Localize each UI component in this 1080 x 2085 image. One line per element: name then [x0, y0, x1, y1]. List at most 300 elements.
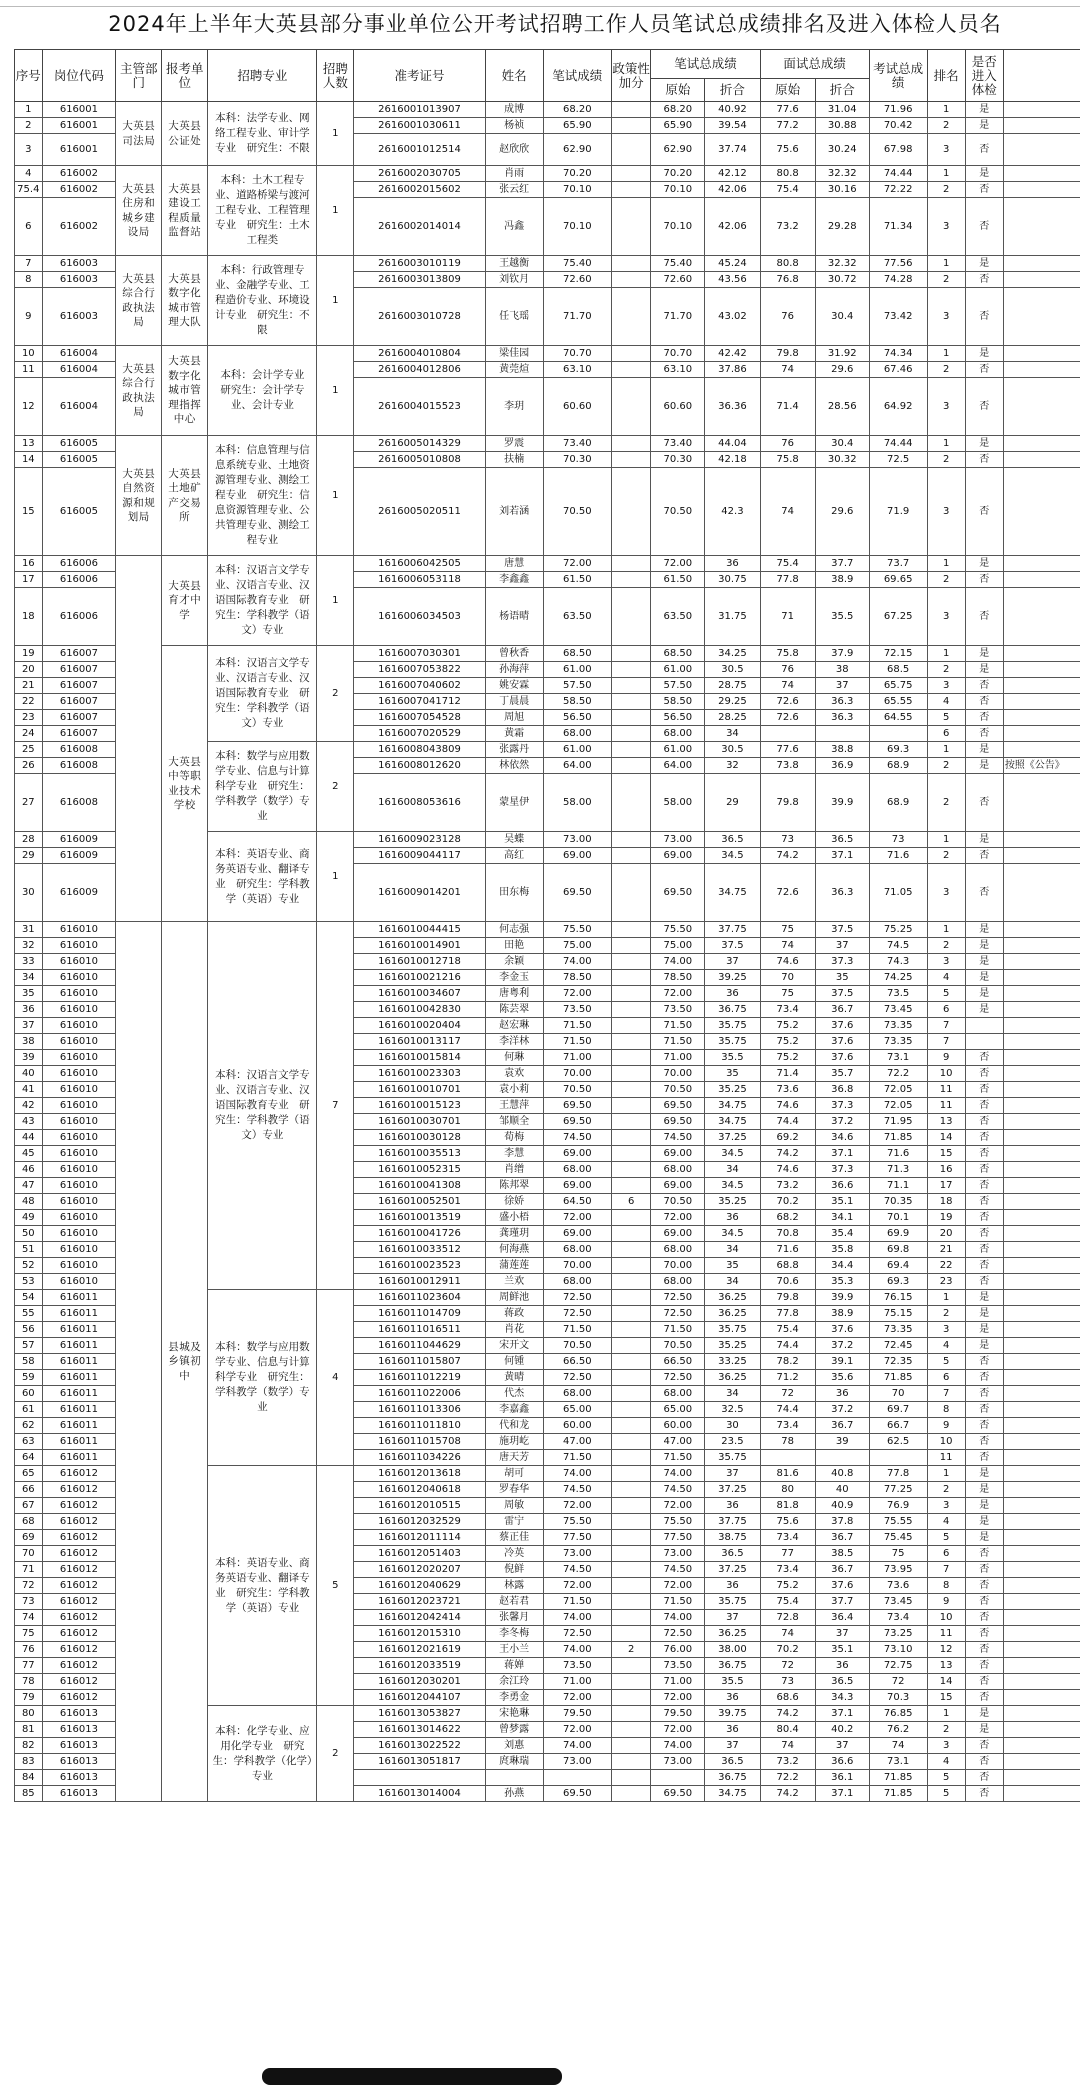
cell-code: 616007 [42, 726, 116, 742]
cell-enter: 是 [965, 922, 1003, 938]
cell-cert: 1616011044629 [354, 1338, 486, 1354]
cell-interview-raw: 68.6 [760, 1690, 815, 1706]
cell-code: 616011 [42, 1402, 116, 1418]
cell-note [1003, 864, 1080, 922]
cell-cert: 1616009023128 [354, 832, 486, 848]
cell-rank: 14 [927, 1130, 965, 1146]
cell-enter: 否 [965, 678, 1003, 694]
cell-enter: 是 [965, 662, 1003, 678]
cell-written-raw: 69.50 [651, 1098, 705, 1114]
cell-quota: 1 [317, 166, 354, 256]
cell-cert: 2616003010119 [354, 256, 486, 272]
cell-interview-raw: 75.2 [760, 1578, 815, 1594]
col-note [1003, 50, 1080, 102]
cell-policy [611, 556, 650, 572]
cell-interview-conv: 34.4 [815, 1258, 869, 1274]
cell-written-conv: 36.5 [705, 1754, 760, 1770]
cell-cert: 1616006042505 [354, 556, 486, 572]
cell-code: 616001 [42, 118, 116, 134]
cell-final: 76.15 [869, 1290, 927, 1306]
cell-policy [611, 1162, 650, 1178]
cell-policy [611, 758, 650, 774]
cell-written: 73.50 [543, 1002, 611, 1018]
cell-interview-conv: 36.6 [815, 1754, 869, 1770]
cell-interview-raw: 73.4 [760, 1002, 815, 1018]
cell-name: 赵宏琳 [485, 1018, 543, 1034]
cell-interview-raw: 74.2 [760, 1786, 815, 1802]
cell-seq: 6 [15, 198, 43, 256]
cell-interview-raw: 74 [760, 938, 815, 954]
cell-written-raw: 64.00 [651, 758, 705, 774]
cell-unit: 大英县中等职业技术学校 [162, 646, 208, 922]
cell-written-conv: 37.25 [705, 1562, 760, 1578]
cell-interview-raw: 69.2 [760, 1130, 815, 1146]
cell-final: 68.9 [869, 758, 927, 774]
cell-written: 72.50 [543, 1290, 611, 1306]
cell-code: 616012 [42, 1626, 116, 1642]
cell-rank: 16 [927, 1162, 965, 1178]
cell-enter: 是 [965, 256, 1003, 272]
cell-seq: 26 [15, 758, 43, 774]
cell-enter: 是 [965, 1722, 1003, 1738]
cell-enter: 否 [965, 1770, 1003, 1786]
cell-code: 616011 [42, 1338, 116, 1354]
cell-code: 616011 [42, 1386, 116, 1402]
cell-cert: 2616004012806 [354, 362, 486, 378]
cell-name: 曾秋香 [485, 646, 543, 662]
results-table-body [15, 102, 1080, 1802]
cell-seq: 12 [15, 378, 43, 436]
cell-cert: 1616012042414 [354, 1610, 486, 1626]
cell-code: 616011 [42, 1450, 116, 1466]
cell-seq: 65 [15, 1466, 43, 1482]
cell-written: 71.50 [543, 1034, 611, 1050]
cell-rank: 2 [927, 848, 965, 864]
cell-note [1003, 452, 1080, 468]
cell-rank: 11 [927, 1626, 965, 1642]
cell-note [1003, 588, 1080, 646]
cell-cert: 1616010034607 [354, 986, 486, 1002]
cell-interview-conv: 40.2 [815, 1722, 869, 1738]
cell-policy [611, 1706, 650, 1722]
cell-policy [611, 1482, 650, 1498]
cell-final: 76.2 [869, 1722, 927, 1738]
cell-final: 73.35 [869, 1034, 927, 1050]
cell-code: 616008 [42, 742, 116, 758]
cell-note [1003, 1642, 1080, 1658]
cell-final: 72.2 [869, 1066, 927, 1082]
cell-interview-conv: 39.9 [815, 1290, 869, 1306]
cell-written: 63.10 [543, 362, 611, 378]
cell-seq: 62 [15, 1418, 43, 1434]
cell-name: 施玥屹 [485, 1434, 543, 1450]
cell-final: 73.1 [869, 1754, 927, 1770]
cell-seq: 73 [15, 1594, 43, 1610]
cell-enter: 是 [965, 742, 1003, 758]
cell-written: 73.00 [543, 1546, 611, 1562]
cell-final: 72.75 [869, 1658, 927, 1674]
cell-code: 616012 [42, 1530, 116, 1546]
cell-interview-conv: 37.1 [815, 1706, 869, 1722]
cell-enter: 否 [965, 1658, 1003, 1674]
cell-written-raw: 75.00 [651, 938, 705, 954]
cell-written-conv: 35.75 [705, 1450, 760, 1466]
cell-seq: 25 [15, 742, 43, 758]
cell-note [1003, 346, 1080, 362]
results-table-container [14, 49, 1080, 2085]
cell-policy [611, 1018, 650, 1034]
cell-seq: 84 [15, 1770, 43, 1786]
cell-written-raw: 62.90 [651, 134, 705, 166]
cell-interview-conv: 35.7 [815, 1066, 869, 1082]
cell-enter: 否 [965, 1690, 1003, 1706]
cell-seq: 34 [15, 970, 43, 986]
cell-written-conv: 35 [705, 1258, 760, 1274]
cell-seq: 85 [15, 1786, 43, 1802]
cell-written-conv: 36.36 [705, 378, 760, 436]
cell-dept: 大英县司法局 [116, 102, 162, 166]
cell-interview-raw: 76 [760, 288, 815, 346]
cell-written-raw: 74.00 [651, 1610, 705, 1626]
cell-enter: 否 [965, 1594, 1003, 1610]
cell-written: 74.50 [543, 1562, 611, 1578]
cell-interview-raw: 72.6 [760, 864, 815, 922]
cell-major: 本科：汉语言文学专业、汉语言专业、汉语国际教育专业 研究生：学科教学（语文）专业 [208, 646, 317, 742]
cell-policy [611, 1050, 650, 1066]
cell-interview-conv: 36.8 [815, 1082, 869, 1098]
cell-name: 袁欢 [485, 1066, 543, 1082]
cell-rank: 9 [927, 1594, 965, 1610]
cell-code: 616002 [42, 182, 116, 198]
cell-policy [611, 272, 650, 288]
cell-written-raw: 73.00 [651, 832, 705, 848]
cell-written-raw: 77.50 [651, 1530, 705, 1546]
cell-interview-conv: 36.5 [815, 832, 869, 848]
cell-policy [611, 1066, 650, 1082]
cell-written: 74.50 [543, 1482, 611, 1498]
cell-interview-raw: 70.2 [760, 1194, 815, 1210]
cell-final: 69.9 [869, 1226, 927, 1242]
cell-interview-conv: 30.16 [815, 182, 869, 198]
cell-quota: 1 [317, 436, 354, 556]
cell-policy [611, 182, 650, 198]
cell-written: 62.90 [543, 134, 611, 166]
cell-name: 李玥 [485, 378, 543, 436]
cell-written: 69.50 [543, 1114, 611, 1130]
cell-rank: 10 [927, 1434, 965, 1450]
cell-code: 616004 [42, 378, 116, 436]
cell-interview-conv: 37.6 [815, 1578, 869, 1594]
cell-rank: 3 [927, 134, 965, 166]
cell-written-raw: 61.00 [651, 662, 705, 678]
cell-interview-raw: 76.8 [760, 272, 815, 288]
cell-note [1003, 1370, 1080, 1386]
cell-note [1003, 572, 1080, 588]
cell-written-raw: 70.20 [651, 166, 705, 182]
cell-seq: 7 [15, 256, 43, 272]
cell-rank: 13 [927, 1114, 965, 1130]
cell-rank: 10 [927, 1610, 965, 1626]
col-written-conv: 折合 [705, 79, 760, 102]
cell-enter: 否 [965, 774, 1003, 832]
cell-interview-conv: 38.9 [815, 572, 869, 588]
cell-cert: 2616004010804 [354, 346, 486, 362]
cell-written-conv: 30.75 [705, 572, 760, 588]
cell-seq: 19 [15, 646, 43, 662]
col-interview-total: 面试总成绩 [760, 50, 869, 79]
cell-policy [611, 1402, 650, 1418]
cell-name: 林依然 [485, 758, 543, 774]
cell-code: 616012 [42, 1658, 116, 1674]
cell-note [1003, 1322, 1080, 1338]
cell-final: 72.22 [869, 182, 927, 198]
cell-final: 73.45 [869, 1594, 927, 1610]
cell-interview-conv: 36.7 [815, 1562, 869, 1578]
cell-written: 68.00 [543, 1386, 611, 1402]
cell-policy [611, 774, 650, 832]
cell-note [1003, 1418, 1080, 1434]
cell-written-conv: 43.56 [705, 272, 760, 288]
cell-policy [611, 1226, 650, 1242]
cell-note [1003, 848, 1080, 864]
cell-enter: 是 [965, 1306, 1003, 1322]
cell-policy [611, 1466, 650, 1482]
cell-policy [611, 832, 650, 848]
cell-code: 616012 [42, 1594, 116, 1610]
cell-written: 58.50 [543, 694, 611, 710]
cell-quota: 1 [317, 556, 354, 646]
cell-code: 616008 [42, 774, 116, 832]
cell-rank: 3 [927, 1738, 965, 1754]
cell-cert: 1616010010701 [354, 1082, 486, 1098]
cell-written: 72.00 [543, 1210, 611, 1226]
cell-code: 616010 [42, 1274, 116, 1290]
cell-written-conv: 35.5 [705, 1674, 760, 1690]
cell-written-conv: 37 [705, 1610, 760, 1626]
cell-rank: 14 [927, 1674, 965, 1690]
cell-written-raw: 78.50 [651, 970, 705, 986]
cell-cert: 2616001012514 [354, 134, 486, 166]
cell-interview-raw: 71 [760, 588, 815, 646]
cell-name: 杨语晴 [485, 588, 543, 646]
cell-final: 72.5 [869, 452, 927, 468]
cell-enter: 否 [965, 468, 1003, 556]
cell-written-raw: 71.00 [651, 1050, 705, 1066]
cell-final: 75.45 [869, 1530, 927, 1546]
cell-interview-raw: 77.8 [760, 1306, 815, 1322]
cell-rank: 15 [927, 1146, 965, 1162]
cell-name: 肖花 [485, 1322, 543, 1338]
cell-written-conv: 36 [705, 986, 760, 1002]
cell-rank: 2 [927, 938, 965, 954]
table-row [15, 102, 1080, 118]
cell-code: 616012 [42, 1466, 116, 1482]
cell-name: 黄晴 [485, 1370, 543, 1386]
cell-interview-conv: 37 [815, 1626, 869, 1642]
cell-policy [611, 1258, 650, 1274]
cell-enter: 否 [965, 1082, 1003, 1098]
cell-final: 66.7 [869, 1418, 927, 1434]
cell-rank: 1 [927, 1706, 965, 1722]
cell-code: 616001 [42, 102, 116, 118]
cell-written-conv: 34.5 [705, 1146, 760, 1162]
cell-code: 616012 [42, 1498, 116, 1514]
cell-written-raw: 69.00 [651, 848, 705, 864]
cell-written-conv: 33.25 [705, 1354, 760, 1370]
cell-interview-conv: 39.9 [815, 774, 869, 832]
cell-seq: 74 [15, 1610, 43, 1626]
cell-policy [611, 1562, 650, 1578]
cell-code: 616010 [42, 1226, 116, 1242]
cell-written-raw: 72.00 [651, 1690, 705, 1706]
cell-rank: 11 [927, 1450, 965, 1466]
cell-written: 73.50 [543, 1658, 611, 1674]
cell-written-raw: 47.00 [651, 1434, 705, 1450]
cell-code: 616011 [42, 1354, 116, 1370]
cell-interview-conv: 36.7 [815, 1002, 869, 1018]
cell-written: 78.50 [543, 970, 611, 986]
cell-final: 75.15 [869, 1306, 927, 1322]
cell-written-conv: 37.75 [705, 922, 760, 938]
cell-final: 75.25 [869, 922, 927, 938]
cell-seq: 42 [15, 1098, 43, 1114]
cell-policy [611, 678, 650, 694]
cell-written: 75.50 [543, 922, 611, 938]
cell-final: 70.1 [869, 1210, 927, 1226]
cell-final: 72.05 [869, 1098, 927, 1114]
cell-enter: 否 [965, 378, 1003, 436]
cell-written: 70.00 [543, 1066, 611, 1082]
cell-final [869, 1450, 927, 1466]
cell-cert: 2616004015523 [354, 378, 486, 436]
cell-enter: 否 [965, 452, 1003, 468]
cell-written-conv: 44.04 [705, 436, 760, 452]
cell-written-raw: 70.30 [651, 452, 705, 468]
cell-code: 616007 [42, 678, 116, 694]
cell-rank: 1 [927, 742, 965, 758]
cell-final: 71.85 [869, 1130, 927, 1146]
cell-interview-raw: 75.4 [760, 1594, 815, 1610]
cell-note [1003, 1178, 1080, 1194]
cell-name: 曾梦露 [485, 1722, 543, 1738]
cell-cert: 1616013014004 [354, 1786, 486, 1802]
cell-name: 庹琳瑞 [485, 1754, 543, 1770]
cell-enter: 否 [965, 1114, 1003, 1130]
cell-enter: 否 [965, 710, 1003, 726]
cell-written-raw: 68.20 [651, 102, 705, 118]
cell-written-conv: 38.75 [705, 1530, 760, 1546]
cell-policy [611, 864, 650, 922]
cell-interview-raw: 75.2 [760, 1050, 815, 1066]
cell-enter: 否 [965, 1146, 1003, 1162]
cell-cert: 1616010035513 [354, 1146, 486, 1162]
cell-note [1003, 726, 1080, 742]
table-row [15, 166, 1080, 182]
cell-final: 73.35 [869, 1018, 927, 1034]
cell-enter: 否 [965, 1370, 1003, 1386]
cell-enter: 是 [965, 436, 1003, 452]
cell-final: 71.6 [869, 848, 927, 864]
cell-seq: 27 [15, 774, 43, 832]
cell-major: 本科：数学与应用数学专业、信息与计算科学专业 研究生：学科教学（数学）专业 [208, 742, 317, 832]
cell-written-conv: 43.02 [705, 288, 760, 346]
cell-note [1003, 1050, 1080, 1066]
cell-code: 616011 [42, 1434, 116, 1450]
cell-note [1003, 1674, 1080, 1690]
cell-policy [611, 986, 650, 1002]
cell-enter: 否 [965, 1066, 1003, 1082]
cell-written: 70.00 [543, 1258, 611, 1274]
cell-code: 616009 [42, 832, 116, 848]
cell-enter: 是 [965, 1322, 1003, 1338]
cell-note [1003, 774, 1080, 832]
cell-enter: 是 [965, 970, 1003, 986]
cell-written: 70.70 [543, 346, 611, 362]
cell-interview-conv: 38.8 [815, 742, 869, 758]
cell-seq: 80 [15, 1706, 43, 1722]
cell-enter: 是 [965, 102, 1003, 118]
cell-policy [611, 1658, 650, 1674]
cell-note [1003, 694, 1080, 710]
cell-note [1003, 166, 1080, 182]
cell-written-raw: 75.40 [651, 256, 705, 272]
cell-name: 荀梅 [485, 1130, 543, 1146]
cell-name: 盛小梧 [485, 1210, 543, 1226]
cell-policy [611, 588, 650, 646]
cell-final: 73.45 [869, 1002, 927, 1018]
cell-rank: 1 [927, 832, 965, 848]
cell-seq: 60 [15, 1386, 43, 1402]
cell-seq: 13 [15, 436, 43, 452]
cell-final: 72.35 [869, 1354, 927, 1370]
cell-rank: 1 [927, 1290, 965, 1306]
cell-name: 代和龙 [485, 1418, 543, 1434]
cell-final: 71.05 [869, 864, 927, 922]
cell-enter: 是 [965, 986, 1003, 1002]
cell-seq: 8 [15, 272, 43, 288]
cell-name: 陈邦翠 [485, 1178, 543, 1194]
cell-cert: 1616010044415 [354, 922, 486, 938]
cell-cert: 1616006034503 [354, 588, 486, 646]
cell-major: 本科：信息管理与信息系统专业、土地资源管理专业、测绘工程专业 研究生：信息资源管理专业、公共管理专业、测绘工程专业 [208, 436, 317, 556]
cell-cert: 1616011023604 [354, 1290, 486, 1306]
table-row [15, 436, 1080, 452]
cell-note [1003, 288, 1080, 346]
cell-written-raw: 60.60 [651, 378, 705, 436]
cell-name: 蔡正佳 [485, 1530, 543, 1546]
cell-rank: 3 [927, 588, 965, 646]
cell-interview-raw: 74 [760, 1626, 815, 1642]
cell-final: 70.42 [869, 118, 927, 134]
cell-seq: 57 [15, 1338, 43, 1354]
cell-name: 周旭 [485, 710, 543, 726]
cell-interview-raw: 70.8 [760, 1226, 815, 1242]
cell-rank: 2 [927, 452, 965, 468]
cell-interview-raw: 76 [760, 662, 815, 678]
cell-rank: 9 [927, 1050, 965, 1066]
cell-seq: 28 [15, 832, 43, 848]
cell-code: 616013 [42, 1786, 116, 1802]
table-row [15, 346, 1080, 362]
cell-code: 616005 [42, 468, 116, 556]
cell-written-conv: 34 [705, 1162, 760, 1178]
cell-rank: 23 [927, 1274, 965, 1290]
cell-cert: 1616010015123 [354, 1098, 486, 1114]
cell-final: 65.55 [869, 694, 927, 710]
cell-policy [611, 1002, 650, 1018]
cell-rank: 1 [927, 436, 965, 452]
cell-interview-raw: 74.4 [760, 1114, 815, 1130]
